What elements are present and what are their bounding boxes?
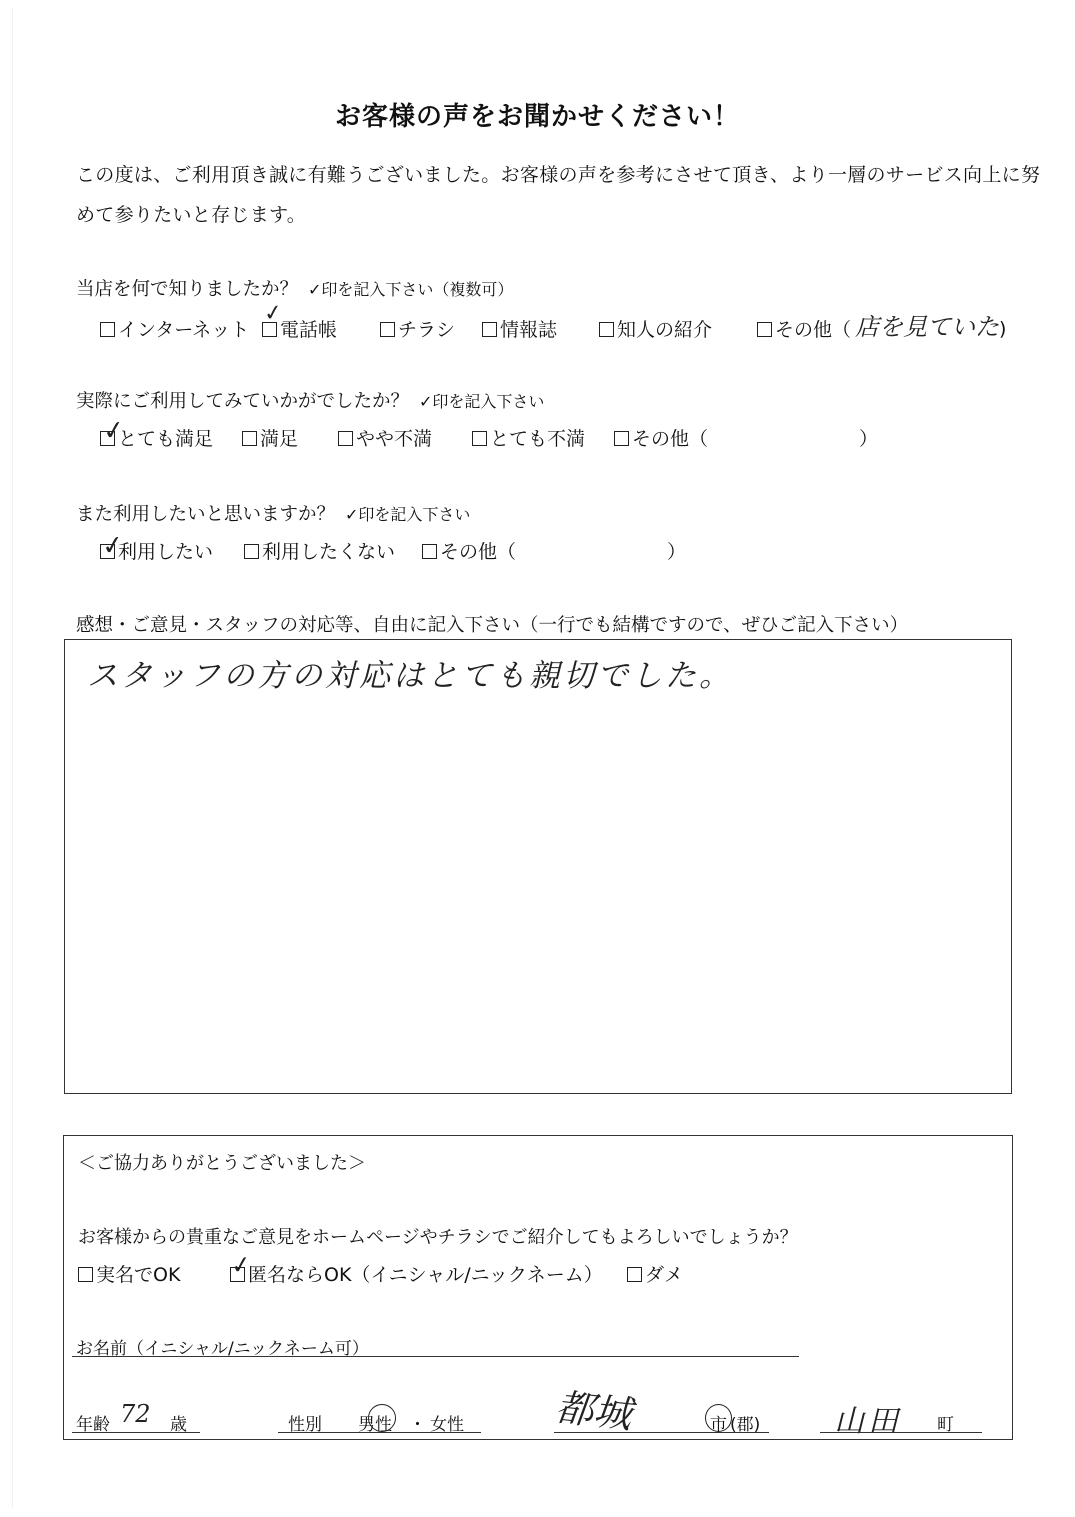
q2-option-satisfied[interactable]: 満足 xyxy=(242,424,338,451)
q1-question xyxy=(76,275,513,301)
gender-label: 性別 xyxy=(288,1415,322,1435)
q3-note: ✓印を記入下さい xyxy=(345,505,471,524)
checkbox[interactable] xyxy=(244,544,259,559)
checkbox[interactable] xyxy=(100,322,115,337)
q3-option-will-use[interactable]: ✓ 利用したい xyxy=(100,529,214,563)
form-title: お客様の声をお聞かせください！ xyxy=(334,102,740,132)
q1-option-magazine[interactable]: 情報誌 xyxy=(482,315,599,342)
q2-option-very-dissatisfied[interactable]: とても不満 xyxy=(472,424,614,451)
publish-question: お客様からの貴重なご意見をホームページやチラシでご紹介してもよろしいでしょうか？ xyxy=(78,1227,798,1248)
town-underline[interactable] xyxy=(820,1432,982,1433)
q2-question xyxy=(76,387,544,413)
publish-option-anonymous[interactable]: ✓ 匿名ならOK（イニシャル/ニックネーム） xyxy=(229,1249,603,1286)
q3-options xyxy=(100,529,687,564)
publish-option-no[interactable]: ダメ xyxy=(627,1260,683,1287)
q1-option-referral[interactable]: 知人の紹介 xyxy=(599,315,757,342)
q2-note: ✓印を記入下さい xyxy=(419,392,545,411)
checkbox[interactable] xyxy=(472,431,487,446)
consent-section xyxy=(63,1135,1013,1440)
publish-option-real-name[interactable]: 実名でOK xyxy=(78,1260,230,1287)
thanks-text: ＜ご協力ありがとうございました＞ xyxy=(78,1153,366,1174)
town-unit: 町 xyxy=(937,1415,954,1435)
q2-options xyxy=(100,414,879,451)
q1-option-internet[interactable]: インターネット xyxy=(100,315,262,342)
q1-option-flyer[interactable]: チラシ xyxy=(380,315,482,342)
q2-option-other[interactable]: その他（ xyxy=(614,424,859,451)
handwritten-check-icon: ✓ xyxy=(262,299,285,328)
age-label: 年齢 xyxy=(76,1415,110,1435)
checkbox[interactable] xyxy=(482,322,497,337)
age-handwritten: 72 xyxy=(120,1400,151,1428)
checkbox[interactable] xyxy=(627,1267,642,1282)
q3-option-other[interactable]: その他（ xyxy=(422,537,667,564)
gender-selection-circle-icon xyxy=(368,1404,396,1432)
checkbox[interactable] xyxy=(242,431,257,446)
checkbox[interactable] xyxy=(78,1267,93,1282)
city-selection-circle-icon xyxy=(705,1404,732,1432)
q1-options xyxy=(100,299,1007,346)
q1-option-other[interactable]: その他（ xyxy=(757,315,851,342)
q2-label: 実際にご利用してみていかがでしたか？ xyxy=(76,391,410,412)
intro-line-1: この度は、ご利用頂き誠に有難うございました。お客様の声を参考にさせて頂き、より一層のサービス向上に努 xyxy=(76,164,1041,186)
q1-close-paren: ) xyxy=(999,317,1007,340)
city-handwritten: 都城 xyxy=(553,1385,634,1437)
gender-male[interactable]: 男性 xyxy=(358,1410,392,1435)
q2-option-very-satisfied[interactable]: ✓ とても満足 xyxy=(101,414,214,450)
checkbox[interactable] xyxy=(338,431,353,446)
q3-label: また利用したいと思いますか？ xyxy=(76,504,336,525)
q3-close-paren: ） xyxy=(667,541,687,563)
intro-line-2: めて参りたいと存じます。 xyxy=(76,204,307,226)
checkbox[interactable] xyxy=(757,322,772,337)
q2-option-slightly-dissatisfied[interactable]: やや不満 xyxy=(338,424,472,451)
checkbox[interactable] xyxy=(599,322,614,337)
q1-option-phonebook[interactable]: ✓ 電話帳 xyxy=(262,299,338,341)
q1-note: ✓印を記入下さい（複数可） xyxy=(308,280,514,299)
q1-label: 当店を何で知りましたか？ xyxy=(76,279,299,300)
handwritten-check-icon: ✓ xyxy=(229,1249,253,1281)
handwritten-check-icon: ✓ xyxy=(100,529,126,563)
age-unit: 歳 xyxy=(170,1415,187,1435)
handwritten-check-icon: ✓ xyxy=(101,414,127,448)
age-underline[interactable] xyxy=(72,1432,200,1433)
publish-options xyxy=(78,1249,684,1287)
city-underline[interactable] xyxy=(554,1432,769,1433)
checkbox[interactable] xyxy=(380,322,395,337)
comment-box[interactable] xyxy=(64,639,1012,1094)
checkbox[interactable] xyxy=(614,431,629,446)
name-label: お名前（イニシャル/ニックネーム可） xyxy=(76,1339,369,1359)
city-unit-shi[interactable]: 市 xyxy=(710,1410,727,1435)
town-handwritten: 山田 xyxy=(834,1404,902,1439)
q1-other-handwritten: 店を見ていた xyxy=(855,313,1000,341)
gender-underline xyxy=(278,1432,481,1433)
gender-separator: ・ xyxy=(409,1415,426,1435)
q2-close-paren: ） xyxy=(859,428,879,450)
gender-female[interactable]: 女性 xyxy=(430,1415,464,1435)
checkbox[interactable] xyxy=(422,544,437,559)
city-unit-gun[interactable]: (郡) xyxy=(730,1415,761,1435)
comment-handwritten-text: スタッフの方の対応はとても親切でした。 xyxy=(87,658,733,694)
q3-option-will-not-use[interactable]: 利用したくない xyxy=(244,537,422,564)
q4-label: 感想・ご意見・スタッフの対応等、自由に記入下さい（一行でも結構ですので、ぜひご記入下さい） xyxy=(76,615,909,636)
q3-question xyxy=(76,500,470,526)
name-underline[interactable] xyxy=(72,1356,799,1357)
